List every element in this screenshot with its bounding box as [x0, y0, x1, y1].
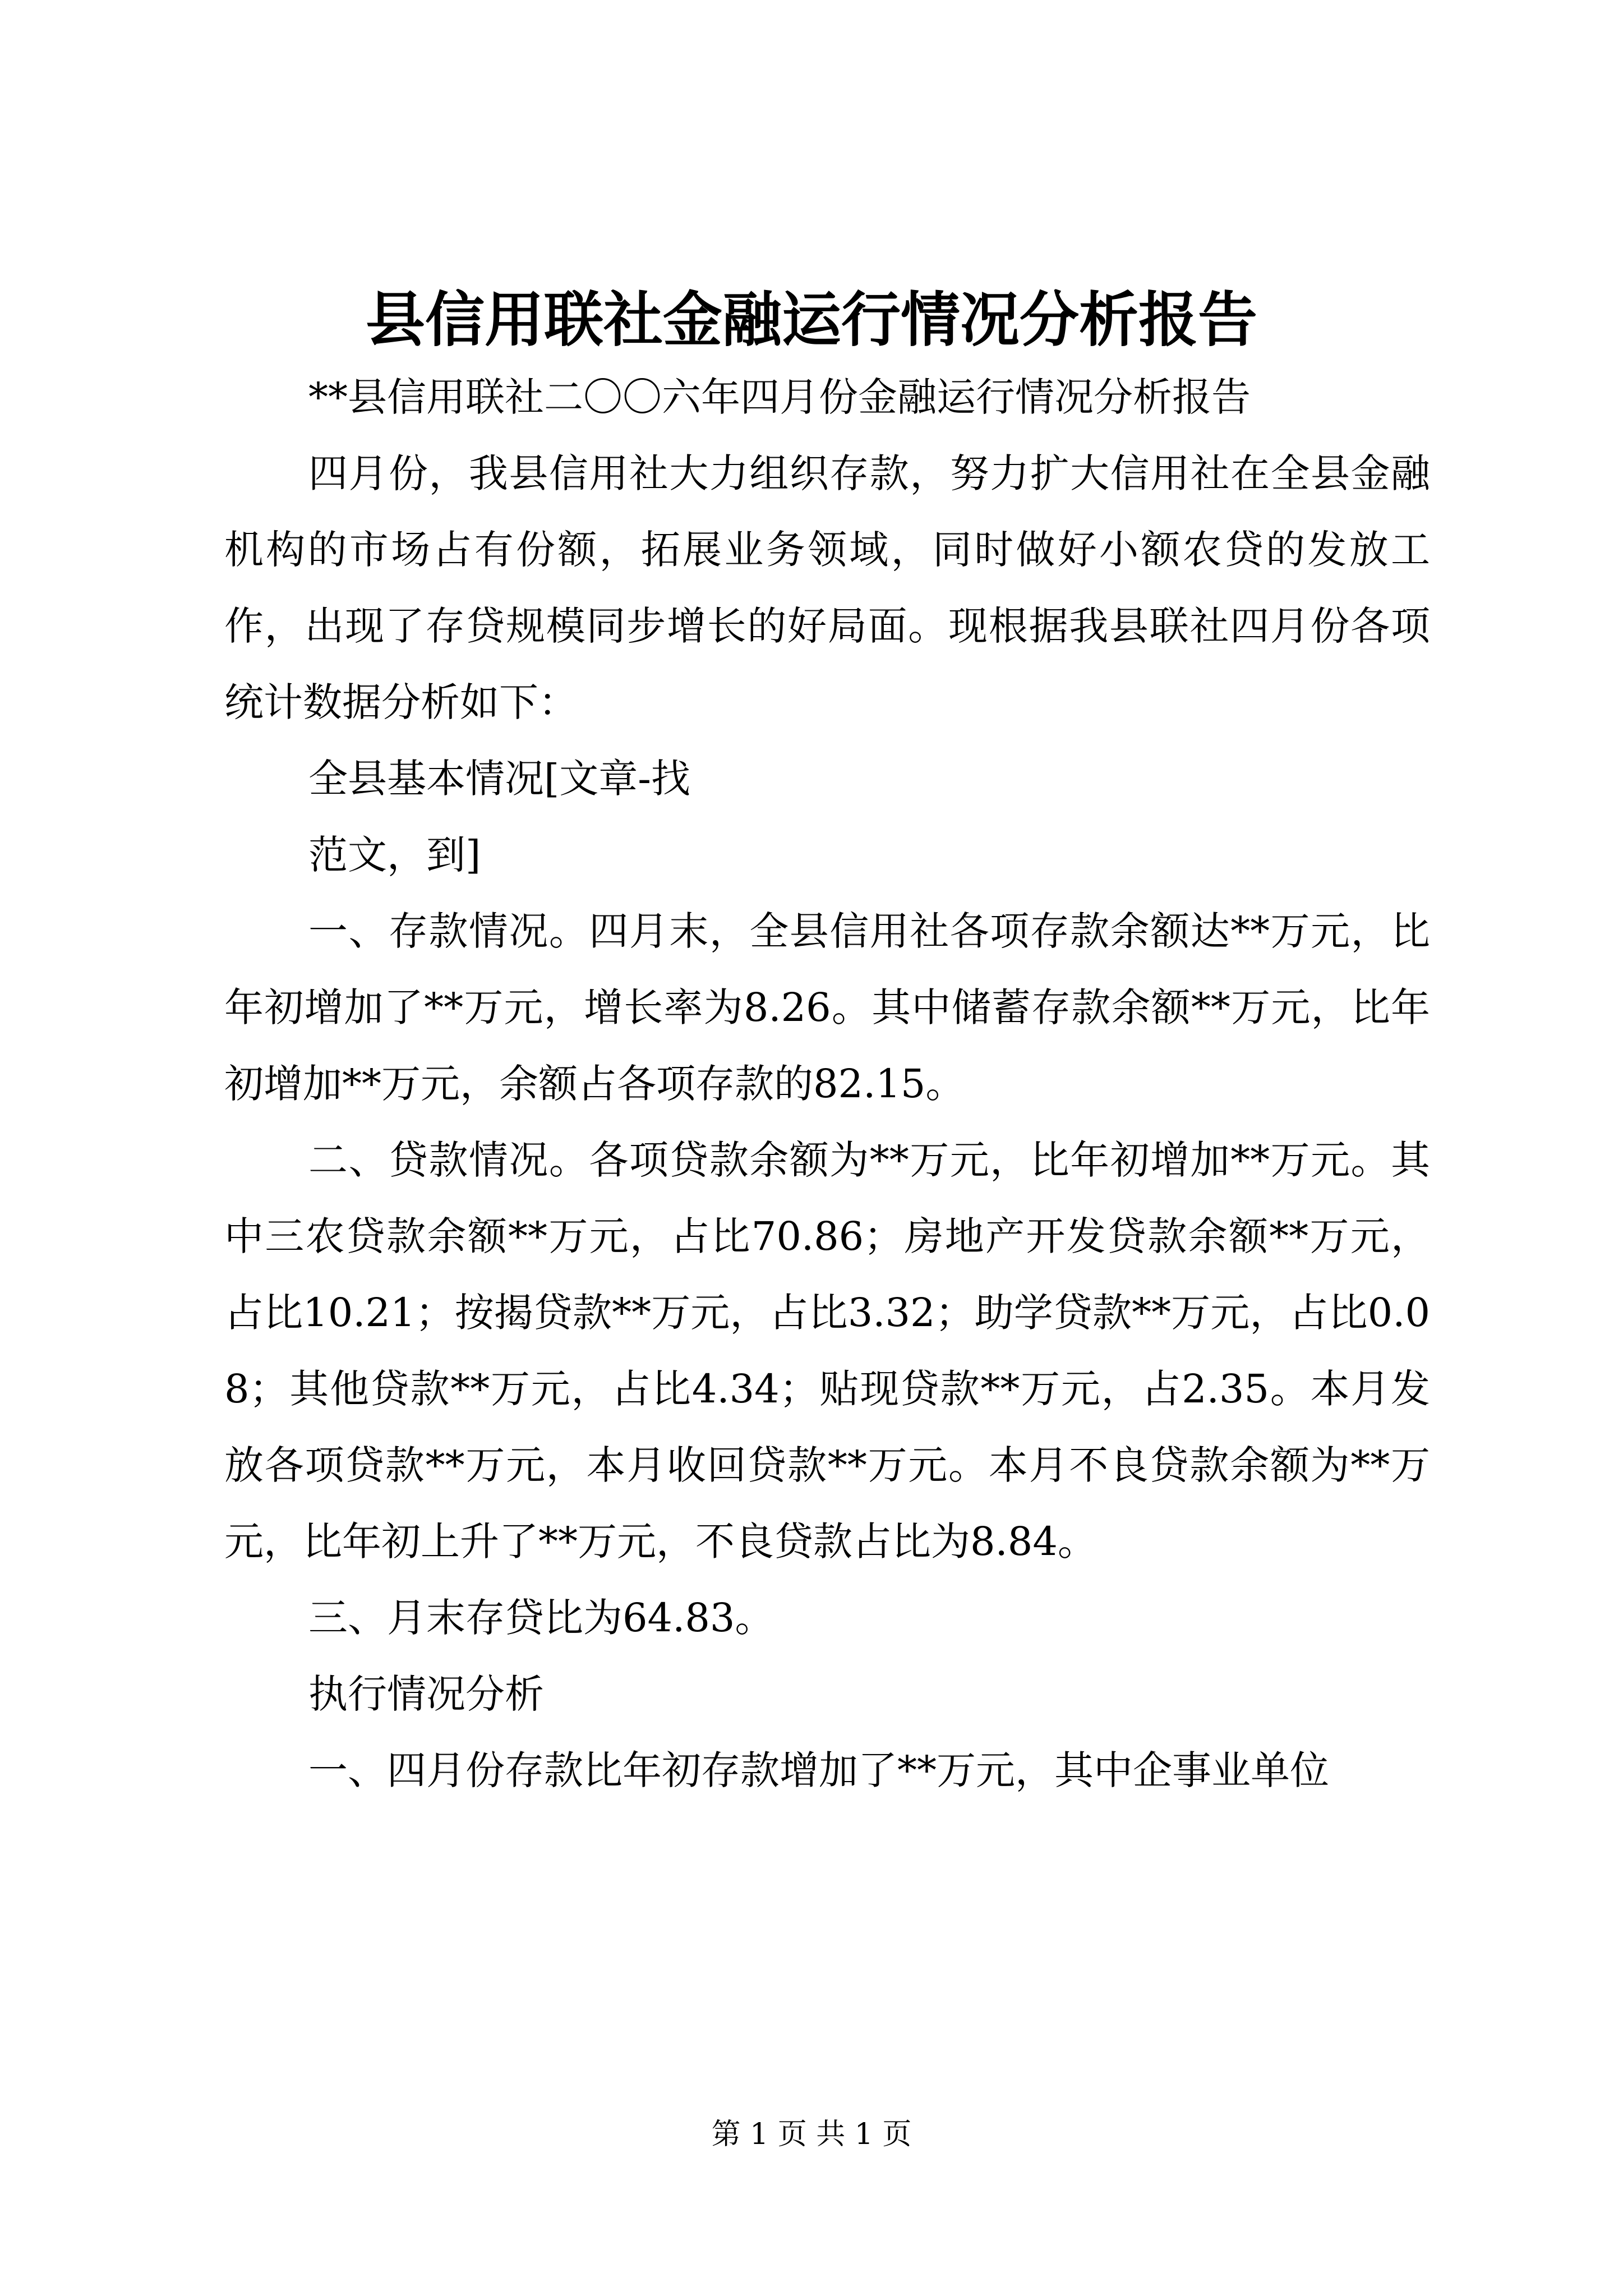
page-footer: 第 1 页 共 1 页 [711, 2118, 912, 2151]
paragraph-subtitle: **县信用联社二〇〇六年四月份金融运行情况分析报告 [308, 374, 1251, 420]
paragraph-analysis-heading: 执行情况分析 [308, 1671, 544, 1717]
paragraph-loans: 二、贷款情况。各项贷款余额为**万元，比年初增加**万元。其中三农贷款余额**万元，占比70.86；房地产开发贷款余额**万元，占比10.21；按揭贷款**万元，占比3.32；助学贷款**万元，占比0.08；其他贷款**万元，占比4.34；贴现贷款**万元，占2.35。本月发放各项贷款**万元，本月收回贷款**万元。本月不良贷款余额为**万元，比年初上升了**万元，不良贷款占比为8.84。 [224, 1137, 1430, 1565]
document-body [224, 359, 1430, 1809]
paragraph-loan-deposit-ratio: 三、月末存贷比为64.83。 [308, 1595, 774, 1641]
paragraph-section-heading: 全县基本情况[文章-找 [308, 756, 690, 802]
paragraph-deposits: 一、存款情况。四月末，全县信用社各项存款余额达**万元，比年初增加了**万元，增长率为8.26。其中储蓄存款余额**万元，比年初增加**万元，余额占各项存款的82.15。 [224, 908, 1430, 1107]
paragraph-intro: 四月份，我县信用社大力组织存款，努力扩大信用社在全县金融机构的市场占有份额，拓展业务领域，同时做好小额农贷的发放工作，出现了存贷规模同步增长的好局面。现根据我县联社四月份各项统计数据分析如下： [224, 450, 1430, 725]
paragraph-analysis-1: 一、四月份存款比年初存款增加了**万元，其中企事业单位 [308, 1747, 1329, 1793]
paragraph-section-heading-cont: 范文，到] [308, 832, 481, 878]
document-title: 县信用联社金融运行情况分析报告 [366, 284, 1257, 355]
